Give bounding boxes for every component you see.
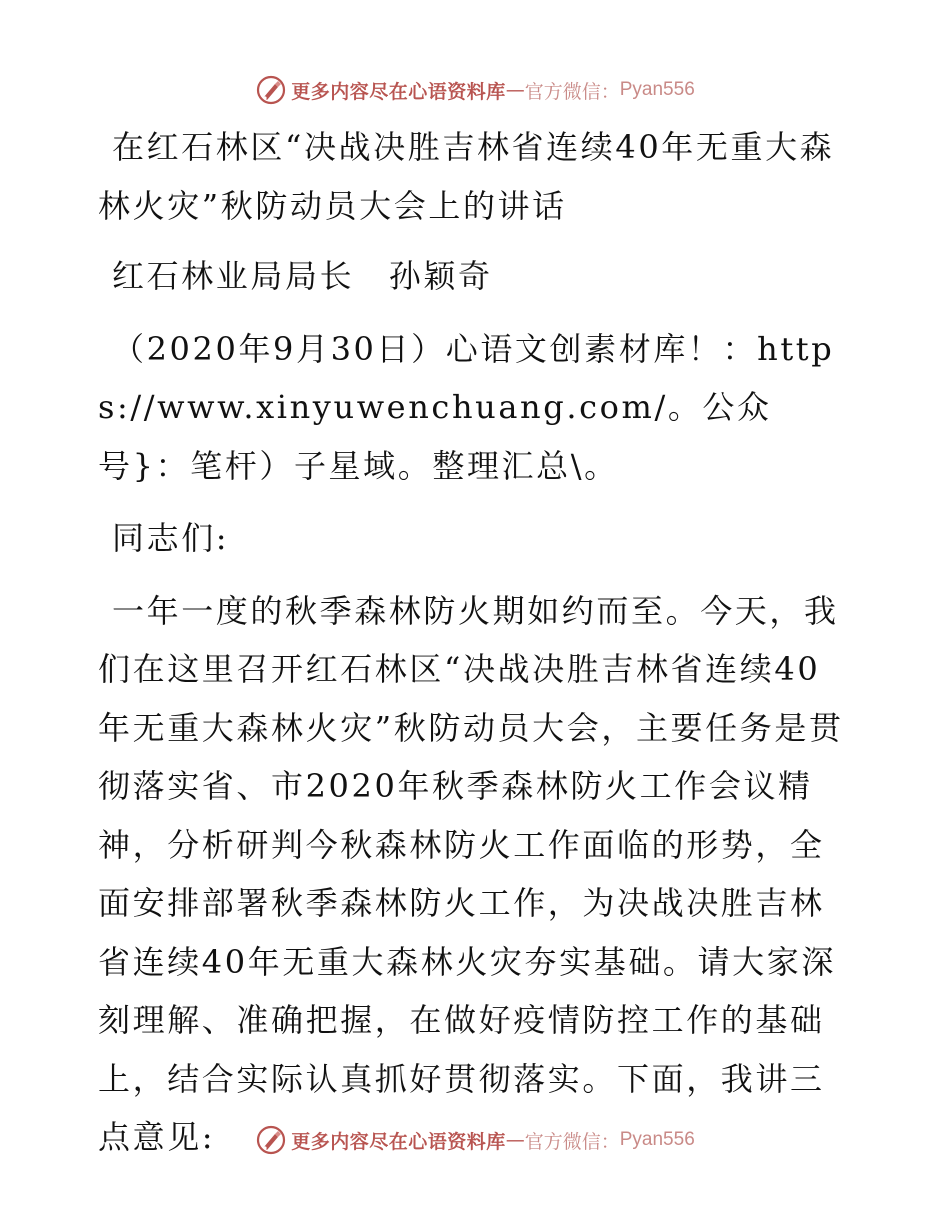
watermark-sub-text: 官方微信： [524, 1130, 620, 1153]
footer-watermark [0, 1120, 950, 1160]
watermark-wechat-id: Pyan556 [619, 1129, 695, 1150]
pen-logo-icon [255, 74, 287, 106]
document-date-line: （2020年9月30日）心语文创素材库！：https://www.xinyuwenchuang.com/。公众号}：笔杆）子星域。整理汇总\。 [98, 329, 835, 485]
document-body [98, 118, 850, 1167]
watermark-wechat-id: Pyan556 [619, 79, 695, 100]
watermark-main-text: 更多内容尽在心语资料库 [291, 80, 506, 103]
document-paragraph: 一年一度的秋季森林防火期如约而至。今天，我们在这里召开红石林区“决战决胜吉林省连续40年无重大森林火灾”秋防动员大会，主要任务是贯彻落实省、市2020年秋季森林防火工作会议精神，分析研判今秋森林防火工作面临的形势，全面安排部署秋季森林防火工作，为决战决胜吉林省连续40年无重大森林火灾夯实基础。请大家深刻理解、准确把握，在做好疫情防控工作的基础上，结合实际认真抓好贯彻落实。下面，我讲三点意见: [98, 591, 844, 1156]
watermark-main-text: 更多内容尽在心语资料库 [291, 1130, 506, 1153]
watermark-separator: — [505, 1129, 525, 1151]
watermark-separator: — [505, 79, 525, 101]
header-watermark [0, 70, 950, 110]
document-title: 在红石林区“决战决胜吉林省连续40年无重大森林火灾”秋防动员大会上的讲话 [98, 128, 835, 225]
document-salutation: 同志们: [112, 519, 230, 557]
pen-logo-icon [255, 1124, 287, 1156]
watermark-sub-text: 官方微信： [524, 80, 620, 103]
document-byline: 红石林业局局长 孙颖奇 [112, 257, 493, 295]
